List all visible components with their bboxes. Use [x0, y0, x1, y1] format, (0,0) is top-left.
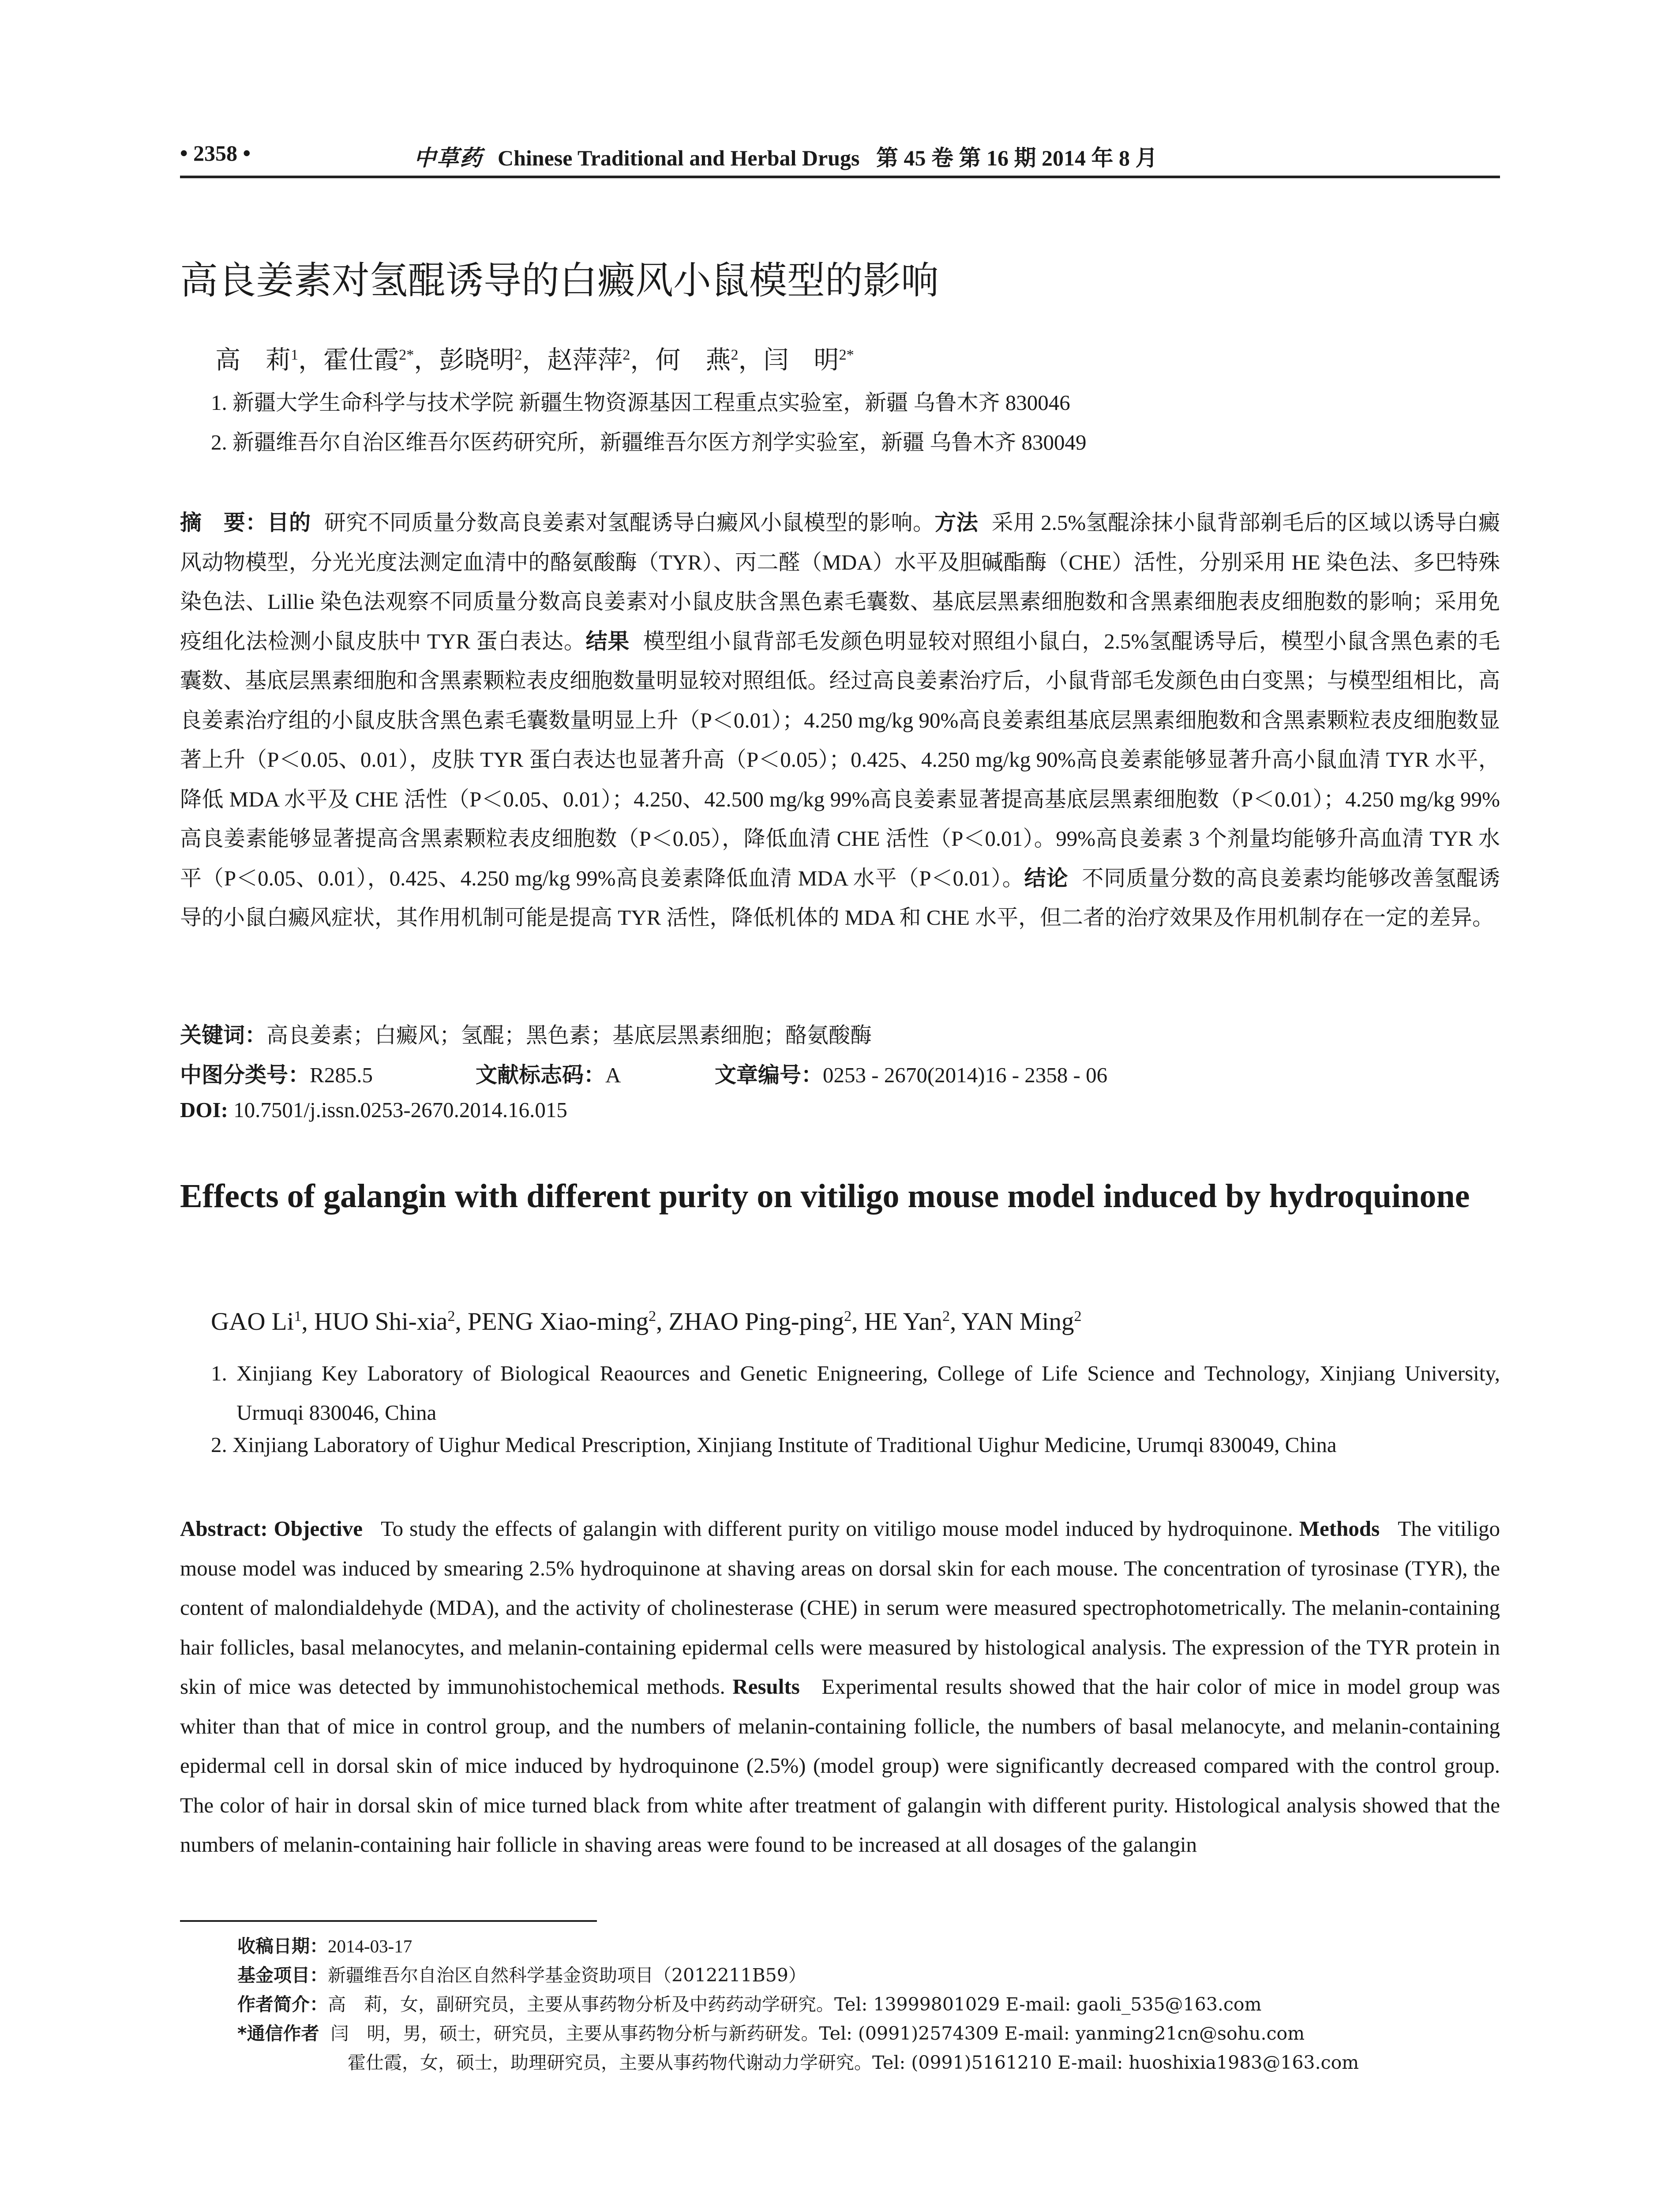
cn-title: 高良姜素对氢醌诱导的白癜风小鼠模型的影响 — [180, 259, 939, 303]
page-number: • 2358 • — [180, 141, 251, 165]
keywords-text: 高良姜素；白癜风；氢醌；黑色素；基底层黑素细胞；酪氨酸酶 — [266, 1023, 872, 1047]
en-affiliation-1 — [211, 1354, 1500, 1432]
footnote-received — [237, 1932, 1500, 1958]
clc-value: R285.5 — [310, 1063, 373, 1087]
author-sup: 2 — [447, 1308, 455, 1324]
en-author: HUO Shi-xia — [314, 1308, 448, 1336]
author-sup: 2 — [942, 1308, 950, 1324]
author-sup: 1 — [294, 1308, 302, 1324]
clc-label: 中图分类号： — [180, 1062, 310, 1088]
doi-line — [180, 1097, 1500, 1122]
journal-name: Chinese Traditional and Herbal Drugs — [498, 146, 860, 170]
author-intro-label: 作者简介： — [237, 1994, 328, 2015]
cn-keywords — [180, 1018, 1500, 1049]
author-sup: 2 — [731, 347, 739, 363]
fund-label: 基金项目： — [237, 1965, 328, 1986]
en-objective-label: Objective — [274, 1516, 363, 1541]
conclusion-text: 不同质量分数的高良姜素均能够改善氢醌诱导的小鼠白癜风症状，其作用机制可能是提高 TYR 活性，降低机体的 MDA 和 CHE 水平，但二者的治疗效果及作用机制存在一定的差异。 — [180, 866, 1500, 930]
author-sup: 2* — [839, 347, 854, 363]
cn-author: 彭晓明 — [439, 346, 515, 374]
cn-affiliation-2: 2. 新疆维吾尔自治区维吾尔医药研究所，新疆维吾尔医方剂学实验室，新疆 乌鲁木齐 830049 — [211, 430, 1087, 454]
en-abstract — [180, 1509, 1500, 1865]
journal-title — [414, 140, 1157, 172]
author-intro-text: 高 莉，女，副研究员，主要从事药物分析及中药药动学研究。Tel: 13999801029 E-mail: gaoli_535@163.com — [328, 1994, 1262, 2015]
objective-label: 目的 — [267, 510, 311, 535]
journal-issue: 第 45 卷 第 16 期 2014 年 8 月 — [876, 146, 1158, 170]
header-rule — [180, 176, 1500, 178]
author-sup: 2 — [622, 347, 630, 363]
en-objective-text: To study the effects of galangin with different purity on vitiligo mouse model induced by hydroquinone. — [381, 1516, 1293, 1541]
corresponding-label: *通信作者 — [237, 2023, 319, 2044]
cn-author: 霍仕霞 — [323, 346, 399, 374]
en-methods-label: Methods — [1299, 1516, 1380, 1541]
en-affiliation-1-number: 1. — [211, 1361, 227, 1385]
en-title: Effects of galangin with different purity on vitiligo mouse model induced by hydroquinone — [180, 1178, 1470, 1215]
footnote-corresponding-2: 霍仕霞，女，硕士，助理研究员，主要从事药物代谢动力学研究。Tel: (0991)5161210 E-mail: huoshixia1983@163.com — [348, 2052, 1359, 2073]
cn-author: 赵萍萍 — [547, 346, 623, 374]
en-affiliation-2: 2. Xinjiang Laboratory of Uighur Medical Prescription, Xinjiang Institute of Traditional Uighur Medicine, Urumqi 830049, China — [211, 1433, 1337, 1457]
footnote-rule — [180, 1920, 597, 1922]
author-sup: 2* — [399, 347, 414, 363]
objective-text: 研究不同质量分数高良姜素对氢醌诱导白癜风小鼠模型的影响。 — [324, 510, 935, 535]
en-author: YAN Ming — [961, 1308, 1074, 1336]
classification-line — [180, 1058, 1500, 1089]
author-sup: 1 — [291, 347, 299, 363]
results-label: 结果 — [585, 628, 630, 654]
en-author: HE Yan — [864, 1308, 943, 1336]
cn-affiliation-1: 1. 新疆大学生命科学与技术学院 新疆生物资源基因工程重点实验室，新疆 乌鲁木齐 830046 — [211, 390, 1070, 415]
running-header — [180, 140, 1500, 176]
article-no-value: 0253 - 2670(2014)16 - 2358 - 06 — [823, 1063, 1108, 1087]
doi-label: DOI: — [180, 1098, 228, 1122]
abstract-label: 摘 要： — [180, 510, 267, 535]
author-sup: 2 — [844, 1308, 852, 1324]
en-methods-text: The vitiligo mouse model was induced by smearing 2.5% hydroquinone at shaving areas on dorsal skin for each mouse. The concentration of tyrosinase (TYR), the content of malondialdehyde (MDA), and the activity of cholinesterase (CHE) in serum were measured spectrophotometrically. The melanin-containing hair follicles, basal melanocytes, and melanin-containing epidermal cells were measured by histological analysis. The expression of the TYR protein in skin of mice was detected by immunohistochemical methods. — [180, 1516, 1500, 1699]
en-abstract-label: Abstract: — [180, 1516, 268, 1541]
cn-author: 闫 明 — [763, 346, 839, 374]
article-no-label: 文章编号： — [715, 1062, 823, 1088]
en-author: PENG Xiao-ming — [468, 1308, 649, 1336]
en-results-label: Results — [732, 1674, 800, 1699]
cn-abstract — [180, 503, 1500, 938]
received-date: 2014-03-17 — [328, 1936, 412, 1956]
methods-label: 方法 — [934, 510, 979, 535]
methods-text: 采用 2.5%氢醌涂抹小鼠背部剃毛后的区域以诱导白癜风动物模型，分光光度法测定血清中的酪氨酸酶（TYR）、丙二醛（MDA）水平及胆碱酯酶（CHE）活性，分别采用 HE 染色法、多巴特殊染色法、Lillie 染色法观察不同质量分数高良姜素对小鼠皮肤含黑色素毛囊数、基底层黑素细胞数和含黑素细胞表皮细胞数的影响；采用免疫组化法检测小鼠皮肤中 TYR 蛋白表达。 — [180, 510, 1500, 653]
conclusion-label: 结论 — [1024, 865, 1069, 891]
journal-logo: 中草药 — [414, 146, 483, 170]
results-text: 模型组小鼠背部毛发颜色明显较对照组小鼠白，2.5%氢醌诱导后，模型小鼠含黑色素的毛囊数、基底层黑素细胞和含黑素颗粒表皮细胞数量明显较对照组低。经过高良姜素治疗后，小鼠背部毛发颜色由白变黑；与模型组相比，高良姜素治疗组的小鼠皮肤含黑色素毛囊数量明显上升（P＜0.01）；4.250 mg/kg 90%高良姜素组基底层黑素细胞数和含黑素颗粒表皮细胞数显著上升（P＜0.05、0.01），皮肤 TYR 蛋白表达也显著升高（P＜0.05）；0.425、4.250 mg/kg 90%高良姜素能够显著升高小鼠血清 TYR 水平，降低 MDA 水平及 CHE 活性（P＜0.05、0.01）；4.250、42.500 mg/kg 99%高良姜素显著提高基底层黑素细胞数（P＜0.01）；4.250 mg/kg 99%高良姜素能够显著提高含黑素颗粒表皮细胞数（P＜0.05），降低血清 CHE 活性（P＜0.01）。99%高良姜素 3 个剂量均能够升高血清 TYR 水平（P＜0.05、0.01），0.425、4.250 mg/kg 99%高良姜素降低血清 MDA 水平（P＜0.01）。 — [180, 629, 1500, 890]
author-sup: 2 — [514, 347, 522, 363]
corresponding-author-1: 闫 明，男，硕士，研究员，主要从事药物分析与新药研发。Tel: (0991)2574309 E-mail: yanming21cn@sohu.com — [330, 2023, 1305, 2044]
cn-authors: 高 莉$^1$，霍仕霞$^{2*}$，彭晓明$^2$，赵萍萍$^2$，何 燕$^2$，闫 明$^{2*}$ — [215, 346, 854, 374]
footnote-author — [237, 1990, 1500, 2016]
fund-text: 新疆维吾尔自治区自然科学基金资助项目（2012211B59） — [328, 1965, 806, 1986]
author-sup: 2 — [1074, 1308, 1082, 1324]
en-author: ZHAO Ping-ping — [668, 1308, 844, 1336]
author-sup: 2 — [649, 1308, 656, 1324]
keywords-label: 关键词： — [180, 1023, 267, 1048]
en-authors: GAO Li$^1$, HUO Shi-xia$^2$, PENG Xiao-ming$^2$, ZHAO Ping-ping$^2$, HE Yan$^2$, YAN Ming$^2$ — [211, 1308, 1082, 1336]
footnote-corresponding — [237, 2019, 1500, 2045]
doc-code-label: 文献标志码： — [476, 1062, 606, 1088]
cn-author: 何 燕 — [655, 346, 731, 374]
cn-author: 高 莉 — [215, 346, 291, 374]
doi-value: 10.7501/j.issn.0253-2670.2014.16.015 — [233, 1098, 567, 1122]
received-label: 收稿日期： — [237, 1936, 328, 1957]
doc-code-value: A — [605, 1063, 621, 1087]
en-affiliation-1-text: Xinjiang Key Laboratory of Biological Reaources and Genetic Enigneering, College of Life Science and Technology, Xinjiang University, Urmuqi 830046, China — [236, 1361, 1500, 1425]
en-author: GAO Li — [211, 1308, 294, 1336]
en-results-text: Experimental results showed that the hair color of mice in model group was whiter than that of mice in control group, and the numbers of melanin-containing follicle, the numbers of basal melanocyte, and melanin-containing epidermal cell in dorsal skin of mice induced by hydroquinone (2.5%) (model group) were significantly decreased compared with the control group. The color of hair in dorsal skin of mice turned black from white after treatment of galangin with different purity. Histological analysis showed that the numbers of melanin-containing hair follicle in shaving areas were found to be increased at all dosages of the galangin — [180, 1674, 1500, 1857]
footnote-fund — [237, 1961, 1500, 1987]
